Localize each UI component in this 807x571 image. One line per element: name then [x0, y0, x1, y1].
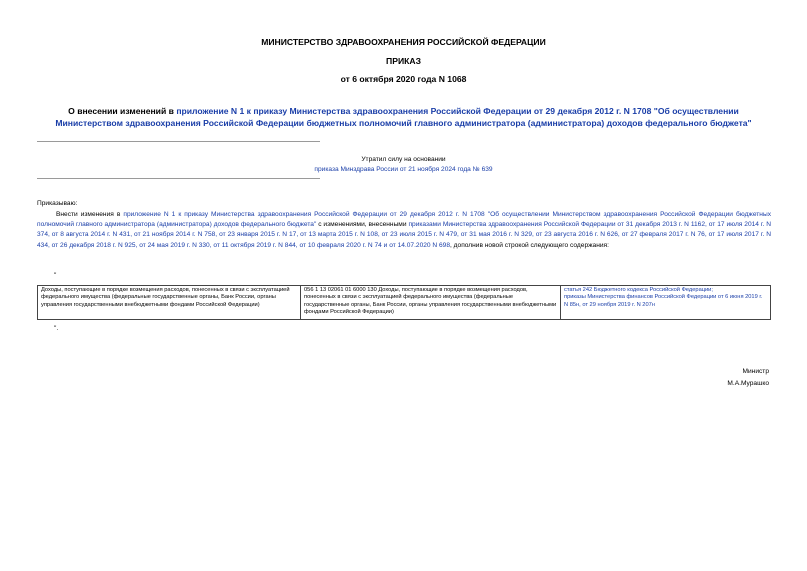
paragraph-link-appendix[interactable]: приложение N 1 к приказу Министерства здравоохранения Российской Федерации от 29 декабря 2012 г. N 1708 "Об осуществлении Министерством здравоохранения Российской Федерации бюджетных полномочий главного администратора (администратора) доходов федерального бюджета"	[37, 211, 771, 229]
separator-top	[37, 141, 320, 142]
table-cell-code: 056 1 13 02061 01 6000 130 Доходы, поступающие в порядке возмещения расходов, понесенных в связи с эксплуатацией федерального имущества (федеральные государственные органы, Банк России, органы управления государственными внебюджетными фондами Российской Федерации)	[301, 286, 561, 320]
quote-close: ".	[54, 325, 59, 332]
ministry-heading: МИНИСТЕРСТВО ЗДРАВООХРАНЕНИЯ РОССИЙСКОЙ ФЕДЕРАЦИИ	[261, 37, 546, 47]
basis-link-minfin-orders[interactable]: приказы Министерства финансов Российской Федерации от 6 июня 2019 г. N 85н, от 29 ноября 2019 г. N 207н	[564, 294, 763, 308]
paragraph-end: , дополнив новой строкой следующего содержания:	[450, 241, 609, 249]
separator-bottom	[37, 178, 320, 179]
document-title	[40, 105, 767, 129]
quote-open: "	[54, 272, 57, 279]
table-row	[38, 286, 771, 320]
signature-position: Министр	[742, 368, 769, 375]
status-text: Утратил силу на основании	[361, 156, 446, 163]
order-word: Приказываю:	[37, 200, 78, 207]
signature-name: М.А.Мурашко	[727, 380, 769, 387]
paragraph-link-orders[interactable]: приказами Министерства здравоохранения Российской Федерации от 31 декабря 2013 г. N 1162, от 17 июля 2014 г. N 374, от 8 августа 2014 г. N 431, от 21 ноября 2014 г. N 758, от 23 января 2015 г. N 17, от 13 марта 2015 г. N 108, от 23 июля 2015 г. N 479, от 31 мая 2016 г. N 329, от 23 августа 2016 г. N 626, от 27 февраля 2017 г. N 76, от 17 июля 2017 г. N 434, от 26 декабря 2018 г. N 925, от 24 мая 2019 г. N 330, от 11 октября 2019 г. N 844, от 10 февраля 2020 г. N 74 и от 14.07.2020 N 698	[37, 221, 771, 249]
table-cell-description: Доходы, поступающие в порядке возмещения расходов, понесенных в связи с эксплуатацией федерального имущества (федеральные государственные органы, Банк России, органы управления государственными внебюджетными фондами Российской Федерации)	[38, 286, 301, 320]
paragraph-intro: Внести изменения в	[56, 211, 124, 218]
paragraph-mid: с изменениями, внесенными	[316, 221, 409, 229]
document-date-number: от 6 октября 2020 года N 1068	[340, 74, 467, 84]
main-paragraph	[37, 210, 771, 251]
title-prefix: О внесении изменений в	[68, 106, 177, 116]
status-link[interactable]: приказа Минздрава России от 21 ноября 2024 года № 639	[314, 166, 493, 174]
amendment-table	[37, 285, 771, 320]
document-type: ПРИКАЗ	[386, 56, 421, 66]
table-cell-basis	[561, 286, 771, 320]
title-link[interactable]: приложение N 1 к приказу Министерства здравоохранения Российской Федерации от 29 декабря 2012 г. N 1708 "Об осуществлении Министерством здравоохранения Российской Федерации бюджетных полномочий главного администратора (администратора) доходов федерального бюджета"	[55, 106, 752, 128]
status-block	[0, 155, 807, 175]
basis-link-budget-code[interactable]: статья 242 Бюджетного кодекса Российской Федерации;	[564, 287, 713, 293]
